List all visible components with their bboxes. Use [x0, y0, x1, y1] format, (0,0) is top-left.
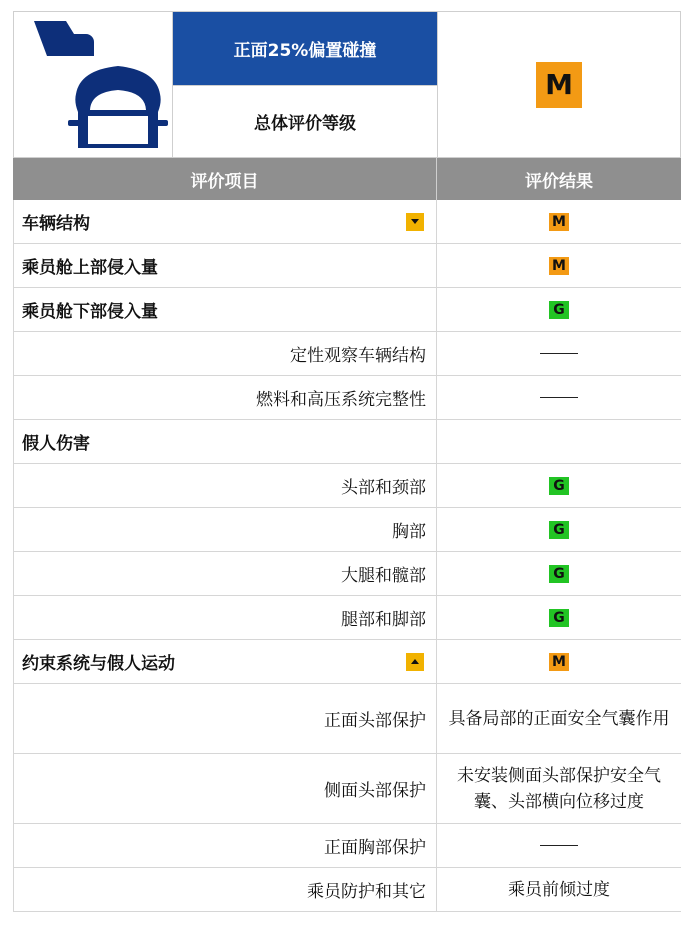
summary-mid: [173, 12, 438, 157]
header-item: 评价项目: [13, 158, 437, 200]
row-item-label: [14, 332, 437, 375]
collapse-toggle-icon[interactable]: [406, 653, 424, 671]
table-row: [13, 824, 681, 868]
row-item-label: [14, 824, 437, 867]
row-item-label: [14, 464, 437, 507]
row-item-label: [14, 552, 437, 595]
row-result: [437, 754, 681, 823]
no-rating-dash: [540, 845, 578, 846]
row-result: [437, 824, 681, 867]
expand-toggle-icon[interactable]: [406, 213, 424, 231]
row-result: [437, 244, 681, 287]
row-result: [437, 684, 681, 753]
grade-badge: G: [549, 477, 569, 495]
row-result: [437, 868, 681, 911]
row-result: [437, 288, 681, 331]
table-row: [13, 200, 681, 244]
row-item-text: 正面头部保护: [324, 711, 426, 731]
row-item-label: [14, 420, 437, 463]
row-item-text: 乘员防护和其它: [307, 882, 426, 902]
grade-badge: G: [549, 565, 569, 583]
row-result: [437, 596, 681, 639]
grade-badge: M: [549, 653, 569, 671]
table-row: [13, 244, 681, 288]
row-item-label: [14, 508, 437, 551]
row-item-label: [14, 868, 437, 911]
row-item-label: [14, 200, 437, 243]
result-text: 具备局部的正面安全气囊作用: [448, 708, 670, 729]
table-row: [13, 596, 681, 640]
grade-badge: M: [549, 257, 569, 275]
row-item-text: 头部和颈部: [341, 478, 426, 498]
result-text: 未安装侧面头部保护安全气囊、头部横向位移过度: [457, 765, 661, 812]
row-item-label: [14, 684, 437, 753]
row-item-text: 定性观察车辆结构: [290, 346, 426, 366]
row-item-text: 侧面头部保护: [324, 781, 426, 801]
row-result: [437, 376, 681, 419]
grade-badge: G: [549, 301, 569, 319]
grade-badge: G: [549, 521, 569, 539]
rating-card: [13, 11, 681, 912]
row-item-text: 正面胸部保护: [324, 838, 426, 858]
test-title: 正面25%偏置碰撞: [173, 12, 437, 85]
row-item-text: 约束系统与假人运动: [22, 654, 175, 674]
row-result: [437, 464, 681, 507]
overall-rating-label: 总体评价等级: [173, 85, 437, 157]
row-result: [437, 332, 681, 375]
crash-test-logo-icon: [14, 12, 173, 157]
row-item-text: 假人伤害: [22, 434, 90, 454]
table-row: [13, 464, 681, 508]
row-item-label: [14, 376, 437, 419]
row-item-text: 腿部和脚部: [341, 610, 426, 630]
grade-badge: M: [549, 213, 569, 231]
grade-badge: G: [549, 609, 569, 627]
row-item-text: 车辆结构: [22, 214, 90, 234]
row-item-text: 燃料和高压系统完整性: [256, 390, 426, 410]
row-result: [437, 200, 681, 243]
row-result: [437, 508, 681, 551]
row-item-text: 大腿和髋部: [341, 566, 426, 586]
result-text: 乘员前倾过度: [508, 879, 610, 900]
rating-table-body: [13, 200, 681, 912]
row-item-label: [14, 288, 437, 331]
header-result: 评价结果: [525, 171, 593, 192]
table-row: [13, 552, 681, 596]
row-item-label: [14, 596, 437, 639]
overall-grade-badge: M: [536, 62, 582, 108]
row-item-label: [14, 244, 437, 287]
summary-header: [13, 11, 681, 158]
table-header: [13, 158, 681, 200]
table-row: [13, 420, 681, 464]
row-result: [437, 420, 681, 463]
row-result: [437, 640, 681, 683]
row-result: [437, 552, 681, 595]
table-row: [13, 868, 681, 912]
no-rating-dash: [540, 397, 578, 398]
row-item-label: [14, 754, 437, 823]
table-row: [13, 376, 681, 420]
no-rating-dash: [540, 353, 578, 354]
table-row: [13, 754, 681, 824]
row-item-label: [14, 640, 437, 683]
row-item-text: 乘员舱下部侵入量: [22, 302, 158, 322]
table-row: [13, 288, 681, 332]
table-row: [13, 640, 681, 684]
row-item-text: 乘员舱上部侵入量: [22, 258, 158, 278]
row-item-text: 胸部: [392, 522, 426, 542]
table-row: [13, 332, 681, 376]
overall-rating-cell: [438, 12, 680, 157]
table-row: [13, 684, 681, 754]
table-row: [13, 508, 681, 552]
